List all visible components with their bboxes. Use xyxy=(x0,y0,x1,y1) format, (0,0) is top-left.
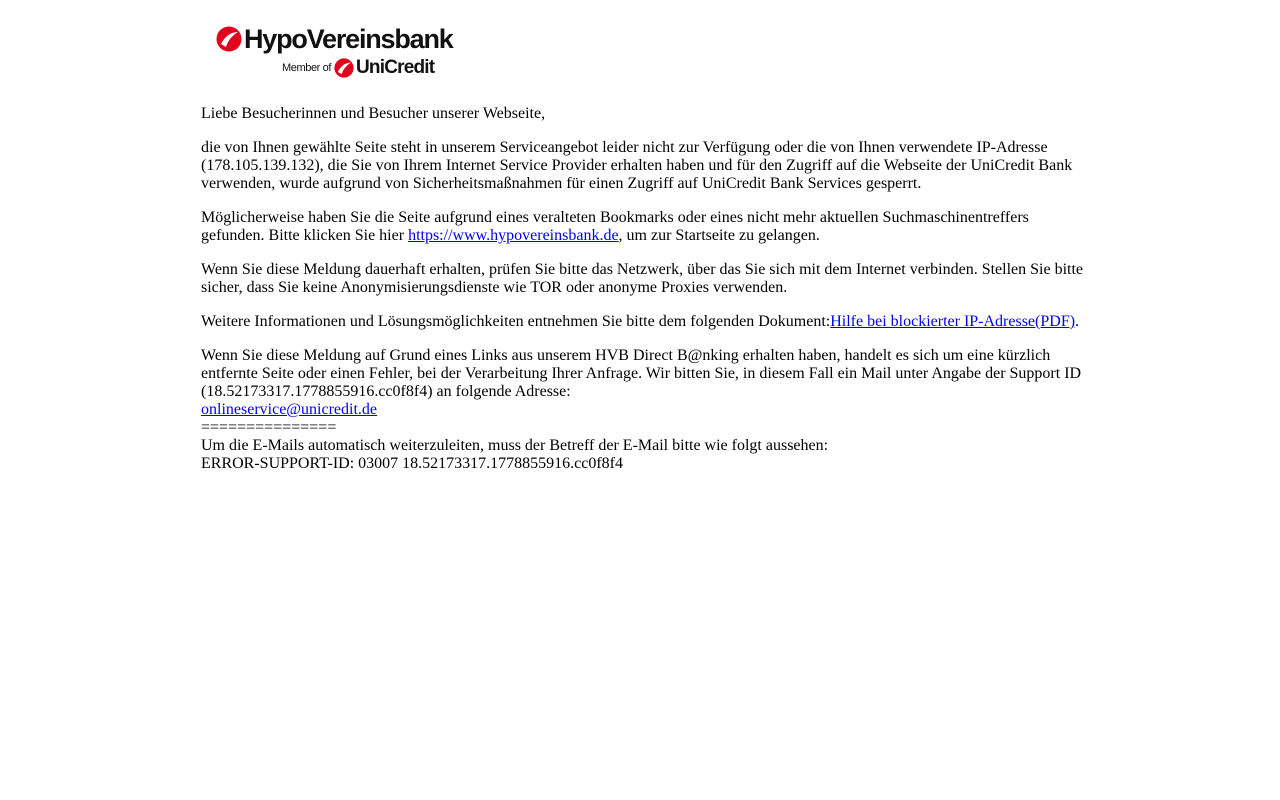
support-email-link[interactable]: onlineservice@unicredit.de xyxy=(201,401,377,418)
logo-member-of: Member of xyxy=(282,62,331,74)
more-info-paragraph xyxy=(201,313,1091,331)
separator-line: =============== xyxy=(201,419,337,436)
homepage-link[interactable]: https://www.hypovereinsbank.de xyxy=(408,227,619,244)
hypovereinsbank-logo xyxy=(216,24,453,80)
more-info-text-end: . xyxy=(1075,313,1080,330)
greeting: Liebe Besucherinnen und Besucher unserer Webseite, xyxy=(201,105,546,122)
support-text: Wenn Sie diese Meldung auf Grund eines Links aus unserem HVB Direct B@nking erhalten haben, handelt es sich um eine kürzlich entfernte Seite oder einen Fehler, bei der Verarbeitung Ihrer Anfrage. Wir bitten Sie, in diesem Fall ein Mail unter Angabe der Support ID (18.52173317.1778855916.cc0f8f4) an folgende Adresse: xyxy=(201,347,1082,400)
unicredit-small-emblem-icon xyxy=(334,58,354,78)
error-support-id: ERROR-SUPPORT-ID: 03007 18.52173317.1778855916.cc0f8f4 xyxy=(201,455,624,472)
forward-note: Um die E-Mails automatisch weiterzuleiten, muss der Betreff der E-Mail bitte wie folgt aussehen: xyxy=(201,437,829,454)
network-check-paragraph: Wenn Sie diese Meldung dauerhaft erhalten, prüfen Sie bitte das Netzwerk, über das Sie sich mit dem Internet verbinden. Stellen Sie bitte sicher, dass Sie keine Anonymisierungsdienste wie TOR oder anonyme Proxies verwenden. xyxy=(201,261,1084,296)
blocked-ip-help-pdf-link[interactable]: Hilfe bei blockierter IP-Adresse(PDF) xyxy=(830,313,1076,330)
logo-main-row xyxy=(216,24,453,54)
bookmark-text: Möglicherweise haben Sie die Seite aufgrund eines veralteten Bookmarks oder eines nicht mehr aktuellen Suchmaschinentreffers gefunden. Bitte klicken Sie hier xyxy=(201,209,1029,244)
logo-sub-row xyxy=(282,57,434,79)
blocked-ip-paragraph: die von Ihnen gewählte Seite steht in unserem Serviceangebot leider nicht zur Verfügung oder die von Ihnen verwendete IP-Adresse (178.105.139.132), die Sie von Ihrem Internet Service Provider erhalten haben und für den Zugriff auf die Webseite der UniCredit Bank verwenden, wurde aufgrund von Sicherheitsmaßnahmen für einen Zugriff auf UniCredit Bank Services gesperrt. xyxy=(201,139,1073,192)
support-paragraph xyxy=(201,347,1091,473)
bookmark-text-end: , um zur Startseite zu gelangen. xyxy=(618,227,820,244)
outdated-bookmark-paragraph xyxy=(201,209,1091,245)
unicredit-emblem-icon xyxy=(216,26,242,52)
logo-brand-text: HypoVereinsbank xyxy=(244,24,453,54)
message-content xyxy=(201,105,1091,489)
more-info-text: Weitere Informationen und Lösungsmöglichkeiten entnehmen Sie bitte dem folgenden Dokument: xyxy=(201,313,831,330)
logo-parent-text: UniCredit xyxy=(355,57,435,78)
